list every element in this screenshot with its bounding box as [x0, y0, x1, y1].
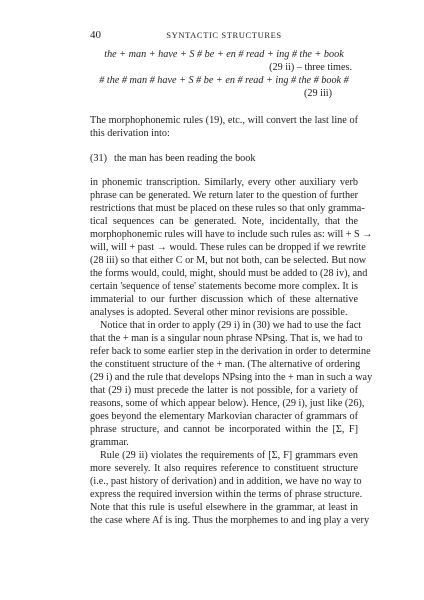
para3-line: more severely. It also requires reference to constituent structure	[90, 463, 358, 474]
para2-line: (29 i) and the rule that develops NPsing into the + man in such a way	[90, 372, 373, 383]
para1-line: the forms would, could, might, should must be added to (28 iv), and	[90, 268, 368, 279]
example-sentence: the man has been reading the book	[114, 153, 256, 164]
para2-line: goes beyond the elementary Markovian character of grammars of	[90, 411, 358, 422]
page-header	[90, 29, 358, 43]
derivation-tag-1: (29 ii) – three times.	[269, 62, 352, 73]
para3-line: Note that this rule is useful elsewhere in the grammar, at least in	[90, 502, 358, 513]
derivation-tag-2: (29 iii)	[303, 88, 332, 99]
para1-line: certain 'sequence of tense' statements become more complex. It is	[90, 281, 358, 292]
para1-line: will, will + past → would. These rules can be dropped if we rewrite	[90, 242, 366, 253]
para2-line: phrase structure, and cannot be incorporated within the [Σ, F]	[90, 424, 358, 435]
para3-line: Rule (29 ii) violates the requirements of [Σ, F] grammars even	[100, 450, 358, 461]
para1-line: tical sequences can be generated. Note, incidentally, that the	[90, 216, 358, 227]
para2-line: reasons, some of which appear below). Hence, (29 i), just like (26),	[90, 398, 365, 409]
intro-line-2: this derivation into:	[90, 128, 170, 139]
para2-line: refer back to some earlier step in the derivation in order to determine	[90, 346, 371, 357]
para2-line: grammar.	[90, 437, 129, 448]
para1-line: (28 iii) so that either C or M, but not both, can be selected. But now	[90, 255, 367, 266]
para3-line: express the required inversion within the terms of phrase structure.	[90, 489, 363, 500]
para1-line: morphophonemic rules will have to include such rules as: will + S →	[90, 229, 373, 240]
para2-line: Notice that in order to apply (29 i) in (30) we had to use the fact	[100, 320, 362, 331]
para2-line: that (29 i) must precede the latter is not possible, for a variety of	[90, 385, 358, 396]
para1-line: phrase can be generated. We return later to the question of further	[90, 190, 358, 201]
intro-line-1: The morphophonemic rules (19), etc., will convert the last line of	[90, 115, 358, 126]
para1-line: immaterial to our further discussion which of these alternative	[90, 294, 358, 305]
para1-line: restrictions that must be placed on these rules so that only gramma-	[90, 203, 365, 214]
page-number: 40	[90, 29, 101, 41]
para1-line: in phonemic transcription. Similarly, every other auxiliary verb	[90, 177, 358, 188]
example-label: (31)	[90, 153, 107, 164]
para2-line: the constituent structure of the + man. (The alternative of ordering	[90, 359, 361, 370]
derivation-line-2: # the # man # have + S # be + en # read + ing # the # book #	[99, 75, 349, 86]
para1-line: analyses is adopted. Several other minor revisions are possible.	[90, 307, 348, 318]
running-title: SYNTACTIC STRUCTURES	[166, 30, 282, 40]
para3-line: the case where Af is ing. Thus the morphemes to and ing play a very	[90, 515, 370, 526]
derivation-line-1: the + man + have + S # be + en # read + ing # the + book	[104, 49, 344, 60]
para2-line: that the + man is a singular noun phrase NPsing. That is, we had to	[90, 333, 363, 344]
para3-line: (i.e., past history of derivation) and in addition, we have no way to	[90, 476, 362, 487]
